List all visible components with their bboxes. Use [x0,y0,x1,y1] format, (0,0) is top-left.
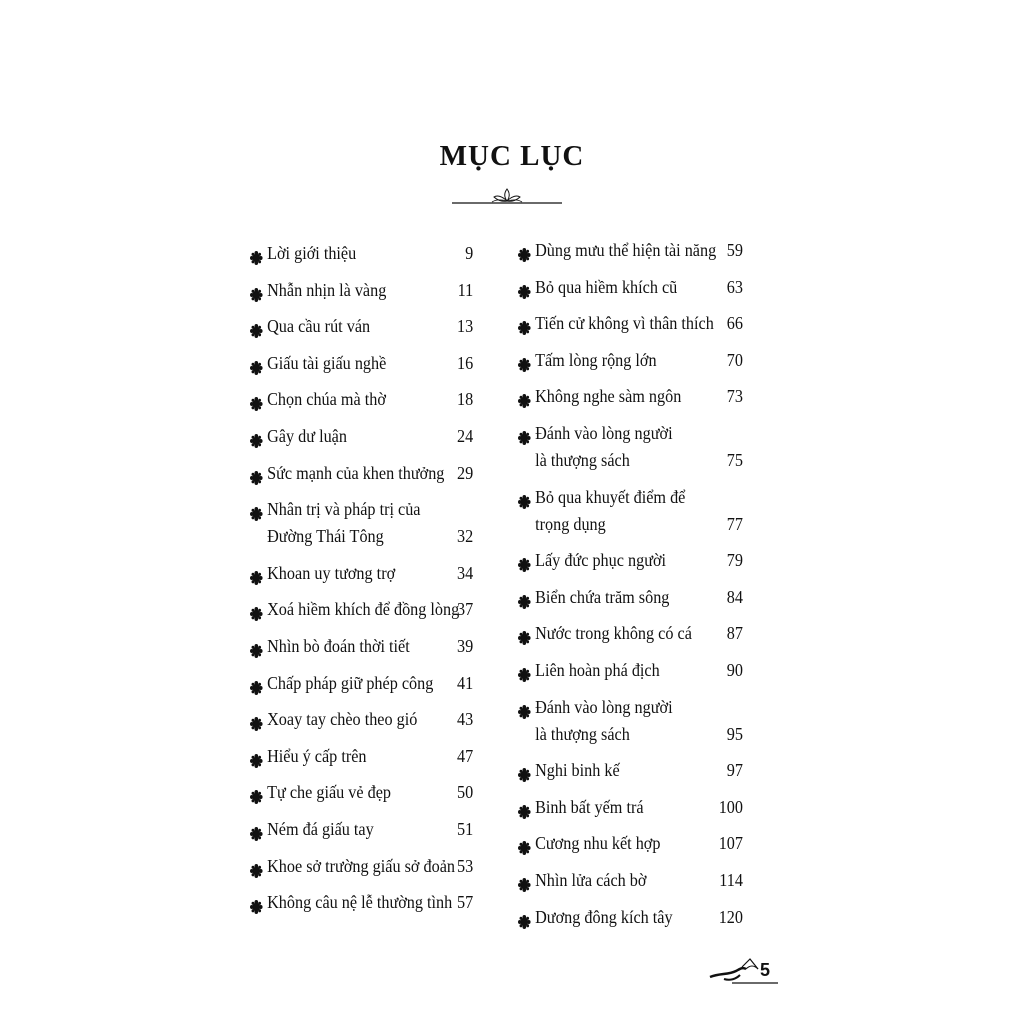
flower-bullet-icon [250,676,263,690]
toc-entry-page: 41 [457,672,474,693]
toc-entry-title: Tiến cử không vì thân thích [535,313,714,334]
flower-bullet-icon [250,502,263,516]
flower-bullet-icon [518,700,531,714]
toc-entry-page: 77 [726,513,743,534]
flower-bullet-icon [518,873,531,887]
toc-entry-page: 16 [457,352,474,373]
flower-bullet-icon [518,626,531,640]
toc-entry-title: Liên hoàn phá địch [535,660,660,680]
toc-entry-title: Binh bất yếm trá [535,796,644,817]
toc-entry-title: Không câu nệ lễ thường tình [267,892,453,913]
toc-entry-title: Đánh vào lòng người [535,696,673,717]
flower-bullet-icon [250,749,263,763]
flower-bullet-icon [518,490,531,504]
toc-entry-title: Nhẫn nhịn là vàng [267,279,387,300]
toc-entry-page: 84 [726,586,743,607]
flower-bullet-icon [518,316,531,330]
toc-entry-page: 18 [457,389,474,410]
toc-entry-title: Xoay tay chèo theo gió [267,709,418,730]
toc-entry-page: 87 [726,623,743,644]
toc-entry-page: 29 [457,462,474,483]
toc-entry-page: 59 [726,240,743,260]
toc-entry-title: Lấy đức phục người [535,550,667,571]
toc-entry-title-continued: là thượng sách [535,450,630,470]
toc-entry-title: Khoe sở trường giấu sở đoản [267,855,456,876]
toc-entry-title: Nghi binh kế [535,760,620,781]
toc-entry-title: Đánh vào lòng người [535,423,673,443]
flower-bullet-icon [518,763,531,777]
flower-bullet-icon [250,466,263,480]
flower-bullet-icon [518,910,531,924]
toc-entry-page: 79 [726,550,743,571]
flower-bullet-icon [250,785,263,799]
toc-entry-title: Bỏ qua hiềm khích cũ [535,276,678,297]
toc-entry-page: 34 [457,562,474,583]
toc-entry-title: Nhìn lửa cách bờ [535,870,647,890]
flower-bullet-icon [250,392,263,406]
toc-entry-page: 97 [726,760,743,781]
toc-entry-title: Chọn chúa mà thờ [267,389,386,410]
flower-bullet-icon [518,426,531,440]
flower-bullet-icon [518,389,531,403]
toc-entry-title: Qua cầu rút ván [267,316,371,337]
toc-entry-page: 70 [726,349,743,370]
flower-bullet-icon [518,353,531,367]
toc-entry-title-continued: là thượng sách [535,723,630,744]
toc-entry-page: 57 [457,892,474,913]
flower-bullet-icon [250,319,263,333]
toc-entry-title: Lời giới thiệu [267,243,357,263]
flower-bullet-icon [518,800,531,814]
toc-entry-page: 9 [465,243,474,263]
flower-bullet-icon [250,602,263,616]
toc-entry-title: Hiểu ý cấp trên [267,745,367,766]
flower-bullet-icon [250,822,263,836]
toc-entry-title: Nước trong không có cá [535,623,692,644]
toc-entry-title: Khoan uy tương trợ [267,562,396,583]
toc-entry-title: Không nghe sàm ngôn [535,386,682,407]
toc-entry-page: 47 [457,745,474,766]
toc-entry-page: 11 [457,279,474,300]
flower-bullet-icon [250,356,263,370]
toc-entry-title: Gây dư luận [267,426,347,446]
toc-entry-page: 37 [457,599,474,620]
toc-entry-page: 43 [457,709,474,730]
toc-entry-title: Ném đá giấu tay [267,819,374,839]
lotus-ornament-icon [452,184,562,206]
toc-entry-title: Tấm lòng rộng lớn [535,349,657,370]
toc-entry-page: 100 [718,796,743,817]
toc-entry-page: 32 [457,526,474,547]
flower-bullet-icon [250,429,263,443]
toc-entry-page: 107 [718,833,743,854]
flower-bullet-icon [250,283,263,297]
flower-bullet-icon [518,553,531,567]
page-title: MỤC LỤC [439,140,585,172]
toc-entry-page: 114 [719,870,743,890]
toc-entry-title: Biển chứa trăm sông [535,586,670,607]
toc-entry-page: 73 [726,386,743,407]
toc-entry-page: 66 [726,313,743,334]
toc-entry-page: 50 [457,782,474,803]
flower-bullet-icon [250,639,263,653]
flower-bullet-icon [250,246,263,260]
page-number: 5 [760,960,771,980]
flower-bullet-icon [250,859,263,873]
toc-entry-page: 51 [457,819,474,839]
flower-bullet-icon [518,836,531,850]
flower-bullet-icon [250,712,263,726]
toc-entry-page: 24 [457,426,474,446]
toc-entry-title: Sức mạnh của khen thưởng [267,462,445,483]
toc-entry-page: 39 [457,636,474,656]
toc-entry-title: Nhìn bò đoán thời tiết [267,636,410,656]
flower-bullet-icon [518,243,531,257]
toc-entry-title: Dương đông kích tây [535,906,673,927]
flower-bullet-icon [518,663,531,677]
toc-entry-title: Tự che giấu vẻ đẹp [267,782,392,803]
toc-entry-title: Dùng mưu thể hiện tài năng [535,240,717,260]
toc-entry-title: Chấp pháp giữ phép công [267,672,434,693]
toc-entry-title: Nhân trị và pháp trị của [267,499,421,520]
toc-entry-title-continued: Đường Thái Tông [267,526,384,547]
toc-entry-page: 120 [718,906,743,927]
toc-entry-page: 13 [457,316,474,337]
flower-bullet-icon [250,895,263,909]
flower-bullet-icon [518,590,531,604]
toc-entry-page: 90 [726,660,743,680]
flower-bullet-icon [518,280,531,294]
toc-entry-title: Cương nhu kết hợp [535,833,661,854]
toc-entry-page: 53 [457,855,474,876]
flower-bullet-icon [250,566,263,580]
toc-entry-title: Giấu tài giấu nghề [267,352,387,373]
toc-entry-title: Xoá hiềm khích để đồng lòng [267,599,460,620]
toc-entry-page: 95 [726,723,743,744]
toc-entry-page: 63 [726,276,743,297]
toc-entry-page: 75 [726,450,743,470]
toc-entry-title: Bỏ qua khuyết điểm để [535,486,686,507]
toc-entry-title-continued: trọng dụng [535,513,606,534]
